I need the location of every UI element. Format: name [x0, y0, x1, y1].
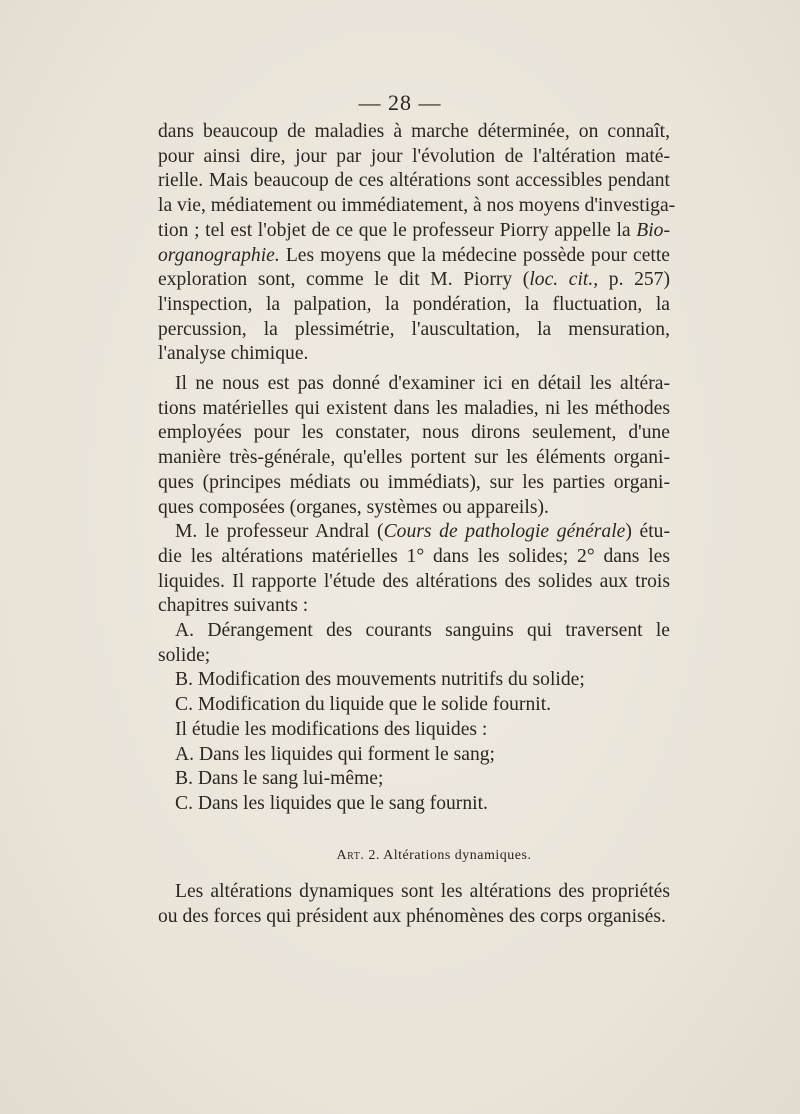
text-line: Les altérations dynamiques sont les altérations des propriétés — [175, 881, 670, 903]
text-line: A. Dans les liquides qui forment le sang; — [175, 743, 495, 765]
text-line: organographie. Les moyens que la médecine possède pour cette — [158, 244, 670, 266]
paragraph — [158, 718, 670, 743]
list-item — [158, 792, 670, 817]
list-item — [158, 743, 670, 768]
section-heading-art: Art. — [336, 847, 365, 863]
text-line: pour ainsi dire, jour par jour l'évolution de l'altération maté- — [158, 145, 670, 167]
text-line: manière très-générale, qu'elles portent sur les éléments organi- — [158, 447, 670, 469]
text-line: exploration sont, comme le dit M. Piorry (loc. cit., p. 257) — [158, 269, 670, 291]
section-heading-title: Altérations dynamiques. — [383, 847, 532, 863]
text-line: M. le professeur Andral (Cours de pathologie générale) étu- — [175, 521, 670, 543]
text-line: Il étudie les modifications des liquides : — [175, 718, 488, 740]
list-item — [158, 668, 670, 693]
text-line: solide; — [158, 644, 211, 666]
list-item — [158, 693, 670, 718]
text-line: la vie, médiatement ou immédiatement, à nos moyens d'investiga- — [158, 195, 676, 217]
text-line: ques composées (organes, systèmes ou appareils). — [158, 496, 549, 518]
body-text — [158, 120, 676, 930]
text-line: l'analyse chimique. — [158, 343, 309, 365]
text-line: die les altérations matérielles 1° dans les solides; 2° dans les — [158, 545, 670, 567]
text-line: ou des forces qui président aux phénomènes des corps organisés. — [158, 906, 666, 928]
text-line: chapitres suivants : — [158, 595, 309, 617]
text-line: Il ne nous est pas donné d'examiner ici en détail les altéra- — [175, 373, 670, 395]
paragraph — [158, 880, 670, 929]
text-line: liquides. Il rapporte l'étude des altérations des solides aux trois — [158, 570, 670, 592]
page-number: — 28 — — [358, 90, 442, 115]
text-line: percussion, la plessimétrie, l'auscultation, la mensuration, — [158, 318, 670, 340]
text-line: A. Dérangement des courants sanguins qui traversent le — [175, 620, 670, 642]
text-line: B. Modification des mouvements nutritifs du solide; — [175, 669, 585, 691]
text-line: tion ; tel est l'objet de ce que le professeur Piorry appelle la Bio- — [158, 219, 670, 241]
text-line: ques (principes médiats ou immédiats), sur les parties organi- — [158, 471, 670, 493]
list-item — [158, 767, 670, 792]
text-line: dans beaucoup de maladies à marche déterminée, on connaît, — [158, 121, 670, 142]
paragraph — [158, 372, 670, 520]
section-heading-number: 2. — [368, 847, 380, 863]
paragraph — [158, 120, 676, 367]
list-item — [158, 619, 670, 668]
paragraph — [158, 520, 670, 619]
text-line: rielle. Mais beaucoup de ces altérations sont accessibles pendant — [158, 170, 670, 192]
text-line: employées pour les constater, nous dirons seulement, d'une — [158, 422, 670, 444]
text-line: tions matérielles qui existent dans les maladies, ni les méthodes — [158, 397, 670, 419]
text-line: l'inspection, la palpation, la pondération, la fluctuation, la — [158, 293, 670, 315]
text-line: C. Modification du liquide que le solide fournit. — [175, 694, 552, 716]
text-line: C. Dans les liquides que le sang fournit. — [175, 792, 488, 814]
section-heading — [158, 844, 670, 869]
text-line: B. Dans le sang lui-même; — [175, 768, 384, 790]
